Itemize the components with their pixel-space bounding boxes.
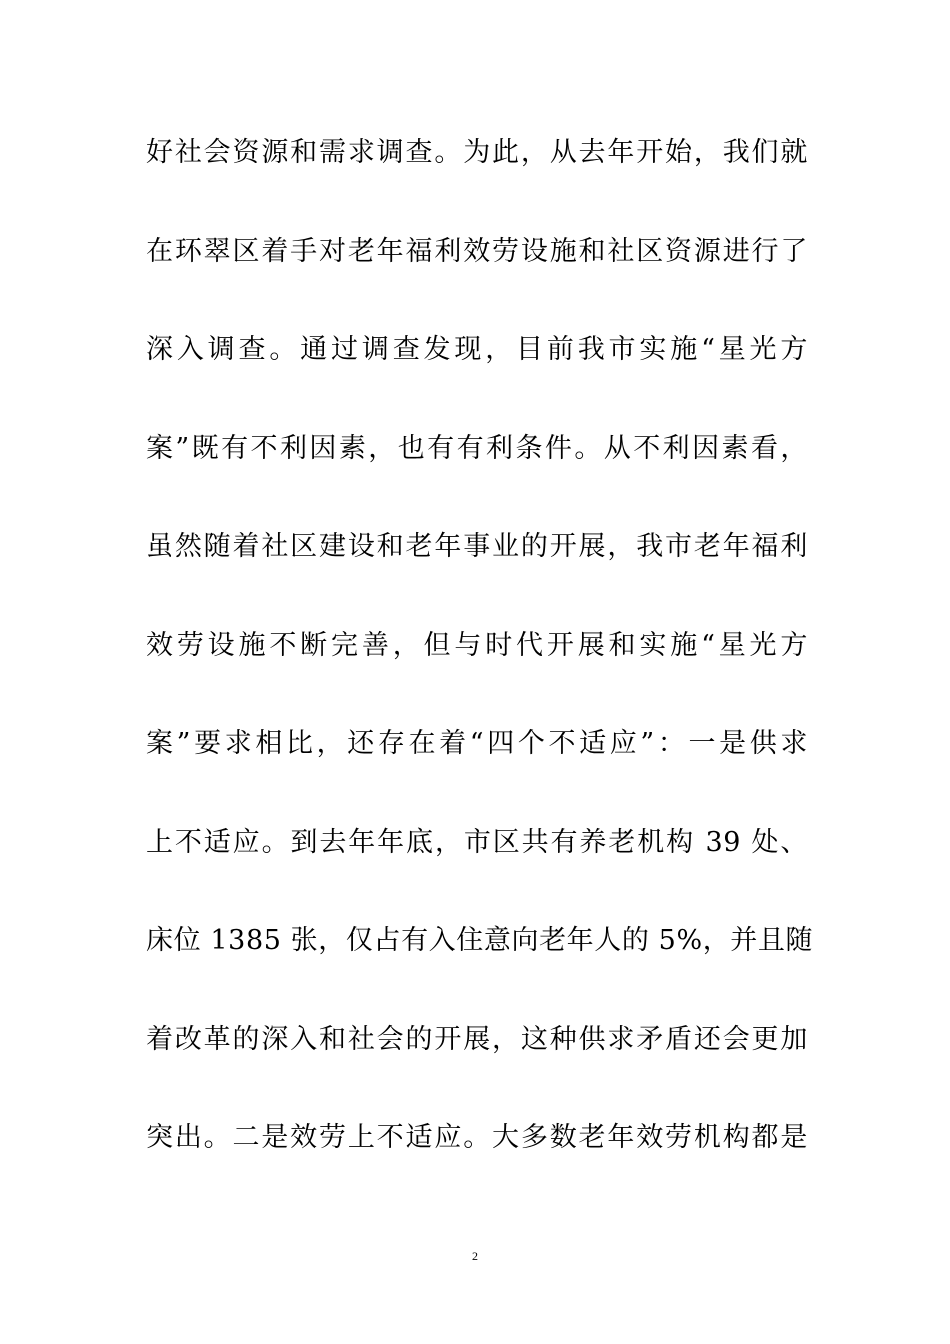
text-line: 突出。二是效劳上不适应。大多数老年效劳机构都是 <box>146 1122 808 1153</box>
text-line: 上不适应。到去年年底，市区共有养老机构 39 处、 <box>146 826 808 858</box>
text-line: 在环翠区着手对老年福利效劳设施和社区资源进行了 <box>146 235 808 267</box>
text-line: 虽然随着社区建设和老年事业的开展，我市老年福利 <box>146 531 808 562</box>
page-number: 2 <box>472 1249 478 1263</box>
text-line: 效劳设施不断完善，但与时代开展和实施“星光方 <box>146 629 808 661</box>
text-line: 床位 1385 张，仅占有入住意向老年人的 5%，并且随 <box>146 925 814 956</box>
text-line: 好社会资源和需求调查。为此，从去年开始，我们就 <box>146 137 808 168</box>
text-line: 深入调查。通过调查发现，目前我市实施“星光方 <box>146 334 808 365</box>
text-line: 案”既有不利因素，也有有利条件。从不利因素看， <box>146 432 808 464</box>
text-line: 着改革的深入和社会的开展，这种供求矛盾还会更加 <box>146 1023 808 1055</box>
body-text <box>146 126 814 1210</box>
text-line: 案”要求相比，还存在着“四个不适应”：一是供求 <box>146 728 808 759</box>
